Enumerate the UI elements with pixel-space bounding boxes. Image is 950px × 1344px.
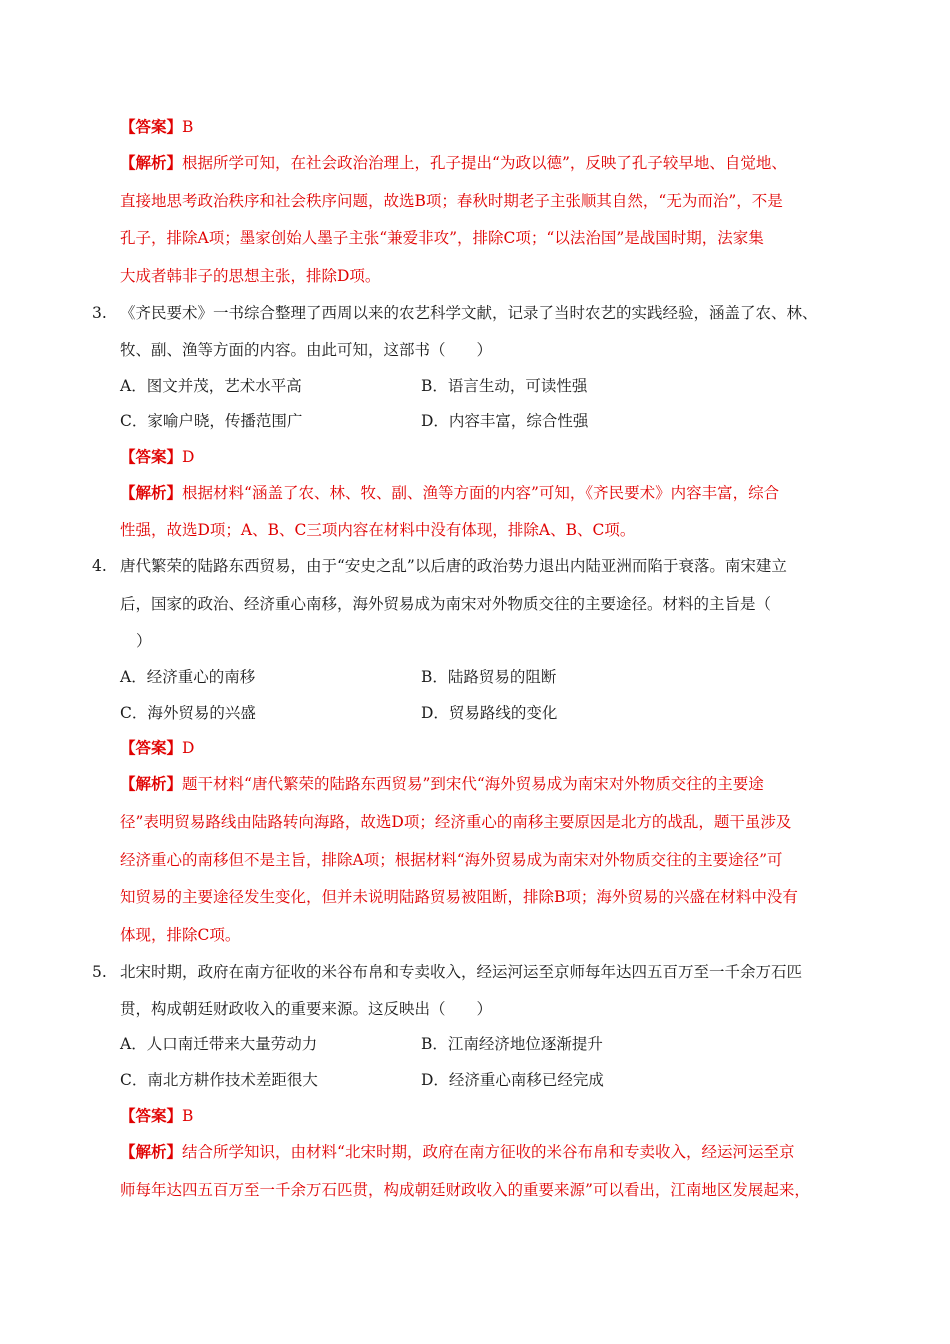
explanation-line: 【解析】根据材料“涵盖了农、林、牧、副、渔等方面的内容”可知，《齐民要术》内容丰富，综合: [120, 484, 780, 502]
question-stem: ）: [136, 632, 152, 650]
question-stem: 北宋时期，政府在南方征收的米谷布帛和专卖收入，经运河运至京师每年达四五百万至一千余万石匹: [120, 963, 803, 981]
explanation-line: 径”表明贸易路线由陆路转向海路，故选D项；经济重心的南移主要原因是北方的战乱，题干虽涉及: [120, 813, 792, 831]
option-b: B．江南经济地位逐渐提升: [421, 1035, 603, 1053]
option-a: A．经济重心的南移: [120, 668, 256, 686]
question-stem: 牧、副、渔等方面的内容。由此可知，这部书（ ）: [120, 341, 493, 359]
explanation-line: 体现，排除C项。: [120, 926, 241, 944]
answer-tag: 【答案】: [120, 739, 183, 757]
explanation-line: 【解析】结合所学知识，由材料“北宋时期，政府在南方征收的米谷布帛和专卖收入，经运河运至京: [120, 1143, 795, 1161]
explanation-tag: 【解析】: [120, 154, 183, 172]
explanation-line: 【解析】题干材料“唐代繁荣的陆路东西贸易”到宋代“海外贸易成为南宋对外物质交往的主要途: [120, 775, 764, 793]
option-a: A．人口南迁带来大量劳动力: [120, 1035, 318, 1053]
question-stem: 贯，构成朝廷财政收入的重要来源。这反映出（ ）: [120, 1000, 493, 1018]
answer-line: [120, 1106, 193, 1126]
answer-line: [120, 117, 193, 137]
answer-line: [120, 447, 194, 467]
option-c: C．家喻户晓，传播范围广: [120, 412, 303, 430]
option-d: D．内容丰富，综合性强: [421, 412, 589, 430]
explanation-tag: 【解析】: [120, 775, 183, 793]
question-number: 3.: [92, 304, 107, 322]
option-d: D．贸易路线的变化: [421, 704, 558, 722]
answer-value: D: [182, 448, 195, 466]
explanation-tag: 【解析】: [120, 1143, 183, 1161]
option-a: A．图文并茂，艺术水平高: [120, 377, 302, 395]
question-number: 5.: [92, 963, 107, 981]
answer-tag: 【答案】: [120, 118, 183, 136]
answer-value: B: [182, 1107, 194, 1125]
explanation-tag: 【解析】: [120, 484, 183, 502]
explanation-line: 性强，故选D项；A、B、C三项内容在材料中没有体现，排除A、B、C项。: [120, 521, 636, 539]
explanation-line: 大成者韩非子的思想主张，排除D项。: [120, 267, 381, 285]
answer-line: [120, 738, 194, 758]
option-b: B．语言生动，可读性强: [421, 377, 588, 395]
question-stem: 唐代繁荣的陆路东西贸易，由于“安史之乱”以后唐的政治势力退出内陆亚洲而陷于衰落。南宋建立: [120, 557, 787, 575]
answer-tag: 【答案】: [120, 448, 183, 466]
explanation-line: 直接地思考政治秩序和社会秩序问题，故选B项；春秋时期老子主张顺其自然，“无为而治”，不是: [120, 192, 783, 210]
question-stem: 《齐民要术》一书综合整理了西周以来的农艺科学文献，记录了当时农艺的实践经验，涵盖了农、林、: [120, 304, 818, 322]
question-stem: 后，国家的政治、经济重心南移，海外贸易成为南宋对外物质交往的主要途径。材料的主旨是（: [120, 595, 772, 613]
option-b: B．陆路贸易的阻断: [421, 668, 557, 686]
explanation-line: 孔子，排除A项；墨家创始人墨子主张“兼爱非攻”，排除C项；“以法治国”是战国时期，法家集: [120, 229, 764, 247]
explanation-line: 经济重心的南移但不是主旨，排除A项；根据材料“海外贸易成为南宋对外物质交往的主要途径”可: [120, 851, 783, 869]
explanation-line: 师每年达四五百万至一千余万石匹贯，构成朝廷财政收入的重要来源”可以看出，江南地区发展起来，: [120, 1181, 810, 1199]
option-c: C．海外贸易的兴盛: [120, 704, 256, 722]
explanation-line: 知贸易的主要途径发生变化，但并未说明陆路贸易被阻断，排除B项；海外贸易的兴盛在材料中没有: [120, 888, 798, 906]
explanation-line: 【解析】根据所学可知，在社会政治治理上，孔子提出“为政以德”，反映了孔子较早地、自觉地、: [120, 154, 787, 172]
question-number: 4.: [92, 557, 107, 575]
answer-value: B: [182, 118, 194, 136]
option-d: D．经济重心南移已经完成: [421, 1071, 604, 1089]
answer-tag: 【答案】: [120, 1107, 183, 1125]
option-c: C．南北方耕作技术差距很大: [120, 1071, 318, 1089]
answer-value: D: [182, 739, 195, 757]
